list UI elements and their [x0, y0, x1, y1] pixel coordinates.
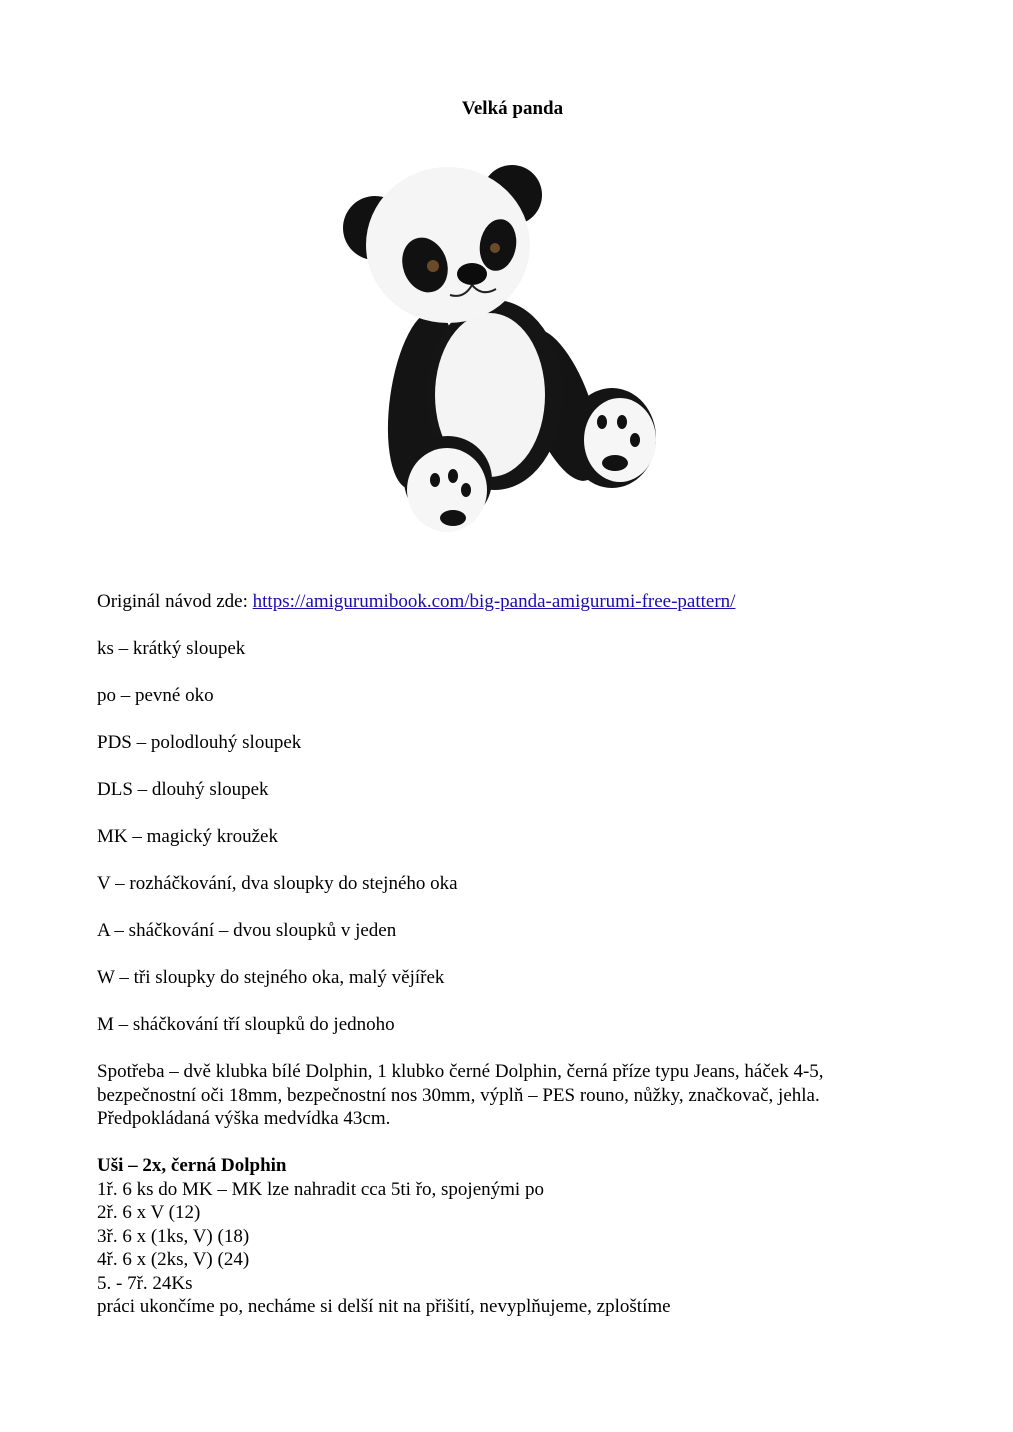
- ears-row: práci ukončíme po, necháme si delší nit na přišití, nevyplňujeme, zploštíme: [97, 1296, 671, 1317]
- original-link-line: [97, 590, 917, 614]
- ears-row: 4ř. 6 x (2ks, V) (24): [97, 1249, 250, 1270]
- abbreviation-ks: ks – krátký sloupek: [97, 638, 246, 659]
- ears-row: 3ř. 6 x (1ks, V) (18): [97, 1225, 250, 1247]
- document-title: Velká panda: [461, 98, 564, 119]
- materials-line: Předpokládaná výška medvídka 43cm.: [97, 1108, 391, 1129]
- abbreviation-v: V – rozháčkování, dva sloupky do stejného oka: [97, 873, 458, 894]
- materials-line: bezpečnostní oči 18mm, bezpečnostní nos 30mm, výplň – PES rouno, nůžky, značkovač, jehla.: [97, 1084, 820, 1106]
- ears-row: 1ř. 6 ks do MK – MK lze nahradit cca 5ti řo, spojenými po: [97, 1178, 544, 1200]
- ears-heading: Uši – 2x, černá Dolphin: [97, 1155, 287, 1176]
- panda-photo: [330, 150, 670, 545]
- materials-line: Spotřeba – dvě klubka bílé Dolphin, 1 klubko černé Dolphin, černá příze typu Jeans, háček 4-5,: [97, 1061, 824, 1082]
- abbreviation-w: W – tři sloupky do stejného oka, malý vějířek: [97, 967, 445, 988]
- ears-section: [97, 1154, 917, 1319]
- abbreviation-pds: PDS – polodlouhý sloupek: [97, 732, 302, 753]
- abbreviation-m: M – sháčkování tří sloupků do jednoho: [97, 1014, 395, 1035]
- abbreviation-dls: DLS – dlouhý sloupek: [97, 779, 269, 800]
- original-link-prefix: Originál návod zde:: [97, 591, 253, 612]
- original-pattern-link[interactable]: https://amigurumibook.com/big-panda-amigurumi-free-pattern/: [252, 591, 736, 612]
- ears-row: 5. - 7ř. 24Ks: [97, 1272, 193, 1294]
- ears-row: 2ř. 6 x V (12): [97, 1202, 201, 1223]
- abbreviation-po: po – pevné oko: [97, 685, 214, 706]
- materials-paragraph: [97, 1060, 917, 1131]
- abbreviation-mk: MK – magický kroužek: [97, 826, 278, 847]
- abbreviation-a: A – sháčkování – dvou sloupků v jeden: [97, 920, 397, 941]
